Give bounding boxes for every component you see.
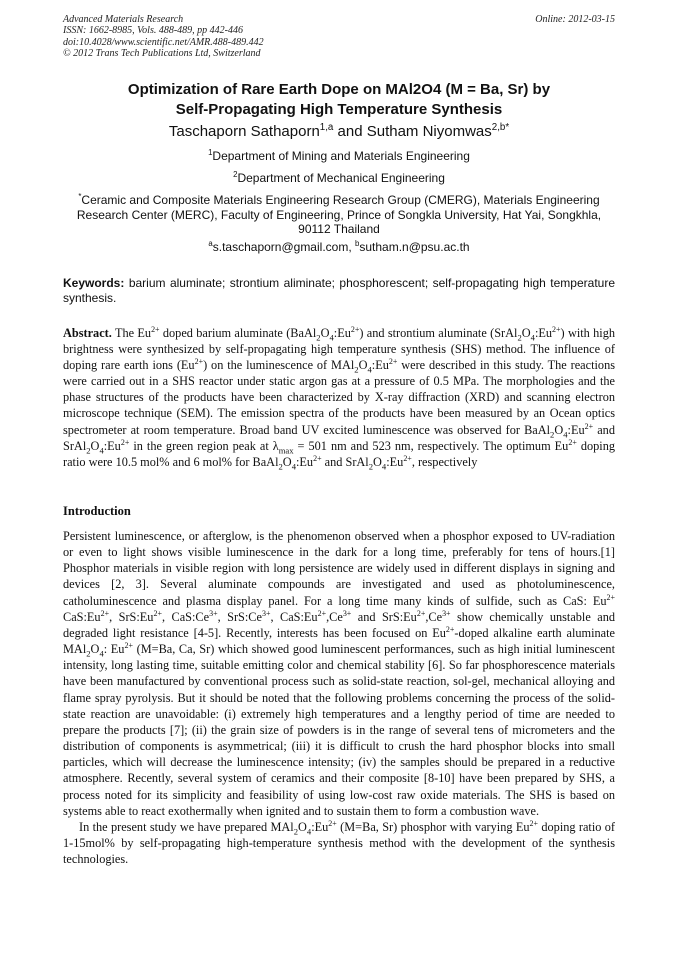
- journal-header: [63, 14, 615, 59]
- keywords-label: Keywords:: [63, 276, 125, 290]
- introduction-body: [63, 528, 615, 867]
- introduction-paragraph-1: Persistent luminescence, or afterglow, is the phenomenon observed when a phosphor exposed to UV-radiation or even to light shows visible luminescence in the dark for a long time, preferably for tens of hours.[1] Phosphor materials in visible region with long persistence are widely used in different displays in signing and devices [2, 3]. Several aluminate compounds are investigated and used as photoluminescence, catholuminescence and plasma display panel. For a long time many kinds of sulfide, such as CaS: $Eu^{2+}$ $CaS:Eu^{2+}$, $SrS:Eu^{2+}$, $CaS:Ce^{3+}$, $SrS:Ce^{3+}$, $CaS:Eu^{2+},Ce^{3+}$ and $SrS:Eu^{2+},Ce^{3+}$ show chemically unstable and degraded light resistance [4-5]. Recently, interests has been focused on $Eu^{2+}$-doped alkaline earth aluminate $MAl_2O_4$: $Eu^{2+}$ (M=Ba, Ca, Sr) which showed good luminescent performances, such as high initial luminescent intensity, long lasting time, suitable emitting color and chemical stability [6]. So far phosphorescence materials have been manufactured by conventional process such as solid-state reaction, sol-gel, mechanical alloying and flame spray pyrolysis. But it should be noted that the following problems concerning the process of the solid-state reaction are unavoidable: (i) extremely high temperatures and a lengthy period of time are needed to prepare the products [7]; (ii) the grain size of powders is in the range of several tens of micrometers and the distribution of components is asymmetrical; (iii) it is difficult to crush the hard phosphor blocks into small particles, which will decrease the luminescence intensity; (iv) the samples should be prepared in a reductive atmosphere. Recently, several system of ceramics and their composite [8-10] have been prepared by SHS, a process noted for its simplicity and feasibility of using low-cost raw oxide materials. The SHS is based on systems able to react exothermally when ignited and to sustain them to form a combustion wave.: [63, 529, 616, 818]
- author-emails: [63, 240, 615, 254]
- affiliation-2: [63, 171, 615, 186]
- paper-title: [63, 80, 615, 119]
- title-line-2: Self-Propagating High Temperature Synthesis: [175, 100, 503, 118]
- email-a[interactable]: s.taschaporn@gmail.com,: [212, 240, 355, 254]
- abstract: [63, 325, 615, 470]
- online-date: Online: 2012-03-15: [535, 14, 615, 25]
- email-a-marker: a: [208, 239, 213, 248]
- journal-name: Advanced Materials Research: [63, 14, 184, 25]
- keywords: [63, 276, 615, 305]
- affiliation-1-text: Department of Mining and Materials Engineering: [212, 149, 470, 163]
- keywords-text: barium aluminate; strontium aliminate; phosphorescent; self-propagating high temperature synthesis.: [63, 276, 615, 305]
- author-conjunction: and: [333, 123, 367, 140]
- affiliation-3: [63, 193, 615, 237]
- affiliation-3-marker: *: [78, 192, 82, 201]
- email-b[interactable]: sutham.n@psu.ac.th: [359, 240, 470, 254]
- introduction-paragraph-2: In the present study we have prepared $MAl_2O_4:Eu^{2+}$ (M=Ba, Sr) phosphor with varying $Eu^{2+}$ doping ratio of 1-15mol% by self-propagating high-temperature synthesis method with the development of the synthesis technologies.: [63, 818, 616, 867]
- abstract-text: The $Eu^{2+}$ doped barium aluminate $(BaAl_2O_4:Eu^{2+})$ and strontium aluminate $(SrAl_2O_4:Eu^{2+})$ with high brightness were synthesized by self-propagating high temperature synthesis (SHS) method. The influence of doping rare earth ions $(Eu^{2+})$ on the luminescence of $MAl_2O_4:Eu^{2+}$ were described in this study. The reactions were carried out in a SHS reactor under static argon gas at a pressure of 0.5 MPa. The morphologies and the phase structures of the products have been characterized by X-ray diffraction (XRD) and scanning electron microscope technique (SEM). The emission spectra of the products have been measured by an Ocean optics spectrometer at room temperature. Broad band UV excited luminescence was observed for $BaAl_2O_4:Eu^{2+}$ and $SrAl_2O_4:Eu^{2+}$ in the green region peak at $\lambda_{max} = 501$ nm and 523 nm, respectively. The optimum $Eu^{2+}$ doping ratio were 10.5 mol% and 6 mol% for $BaAl_2O_4:Eu^{2+}$ and $SrAl_2O_4:Eu^{2+}$, respectively: [63, 324, 616, 472]
- affiliation-2-text: Department of Mechanical Engineering: [237, 171, 445, 185]
- abstract-label: Abstract.: [63, 326, 112, 340]
- title-line-1: Optimization of Rare Earth Dope on MAl2O4 (M = Ba, Sr) by: [127, 81, 551, 98]
- affiliation-1-marker: 1: [208, 148, 213, 157]
- affiliation-3-text: Ceramic and Composite Materials Engineering Research Group (CMERG), Materials Engineering Research Center (MERC), Faculty of Engineering, Prince of Songkla University, Hat Yai, Songkhla, 90112 Thailand: [76, 193, 602, 236]
- copyright-line: © 2012 Trans Tech Publications Ltd, Switzerland: [63, 47, 261, 59]
- author-1-marker: 1,a: [319, 122, 334, 133]
- author-list: [63, 122, 615, 141]
- author-1: Taschaporn Sathaporn: [168, 123, 320, 140]
- author-2-marker: 2,b*: [491, 122, 510, 133]
- introduction-heading: Introduction: [63, 504, 131, 518]
- doi-line: doi:10.4028/www.scientific.net/AMR.488-489.442: [63, 36, 264, 48]
- email-b-marker: b: [355, 239, 360, 248]
- affiliation-1: [63, 149, 615, 164]
- issn-line: ISSN: 1662-8985, Vols. 488-489, pp 442-446: [63, 25, 243, 37]
- affiliation-2-marker: 2: [233, 170, 238, 179]
- author-2: Sutham Niyomwas: [366, 123, 492, 140]
